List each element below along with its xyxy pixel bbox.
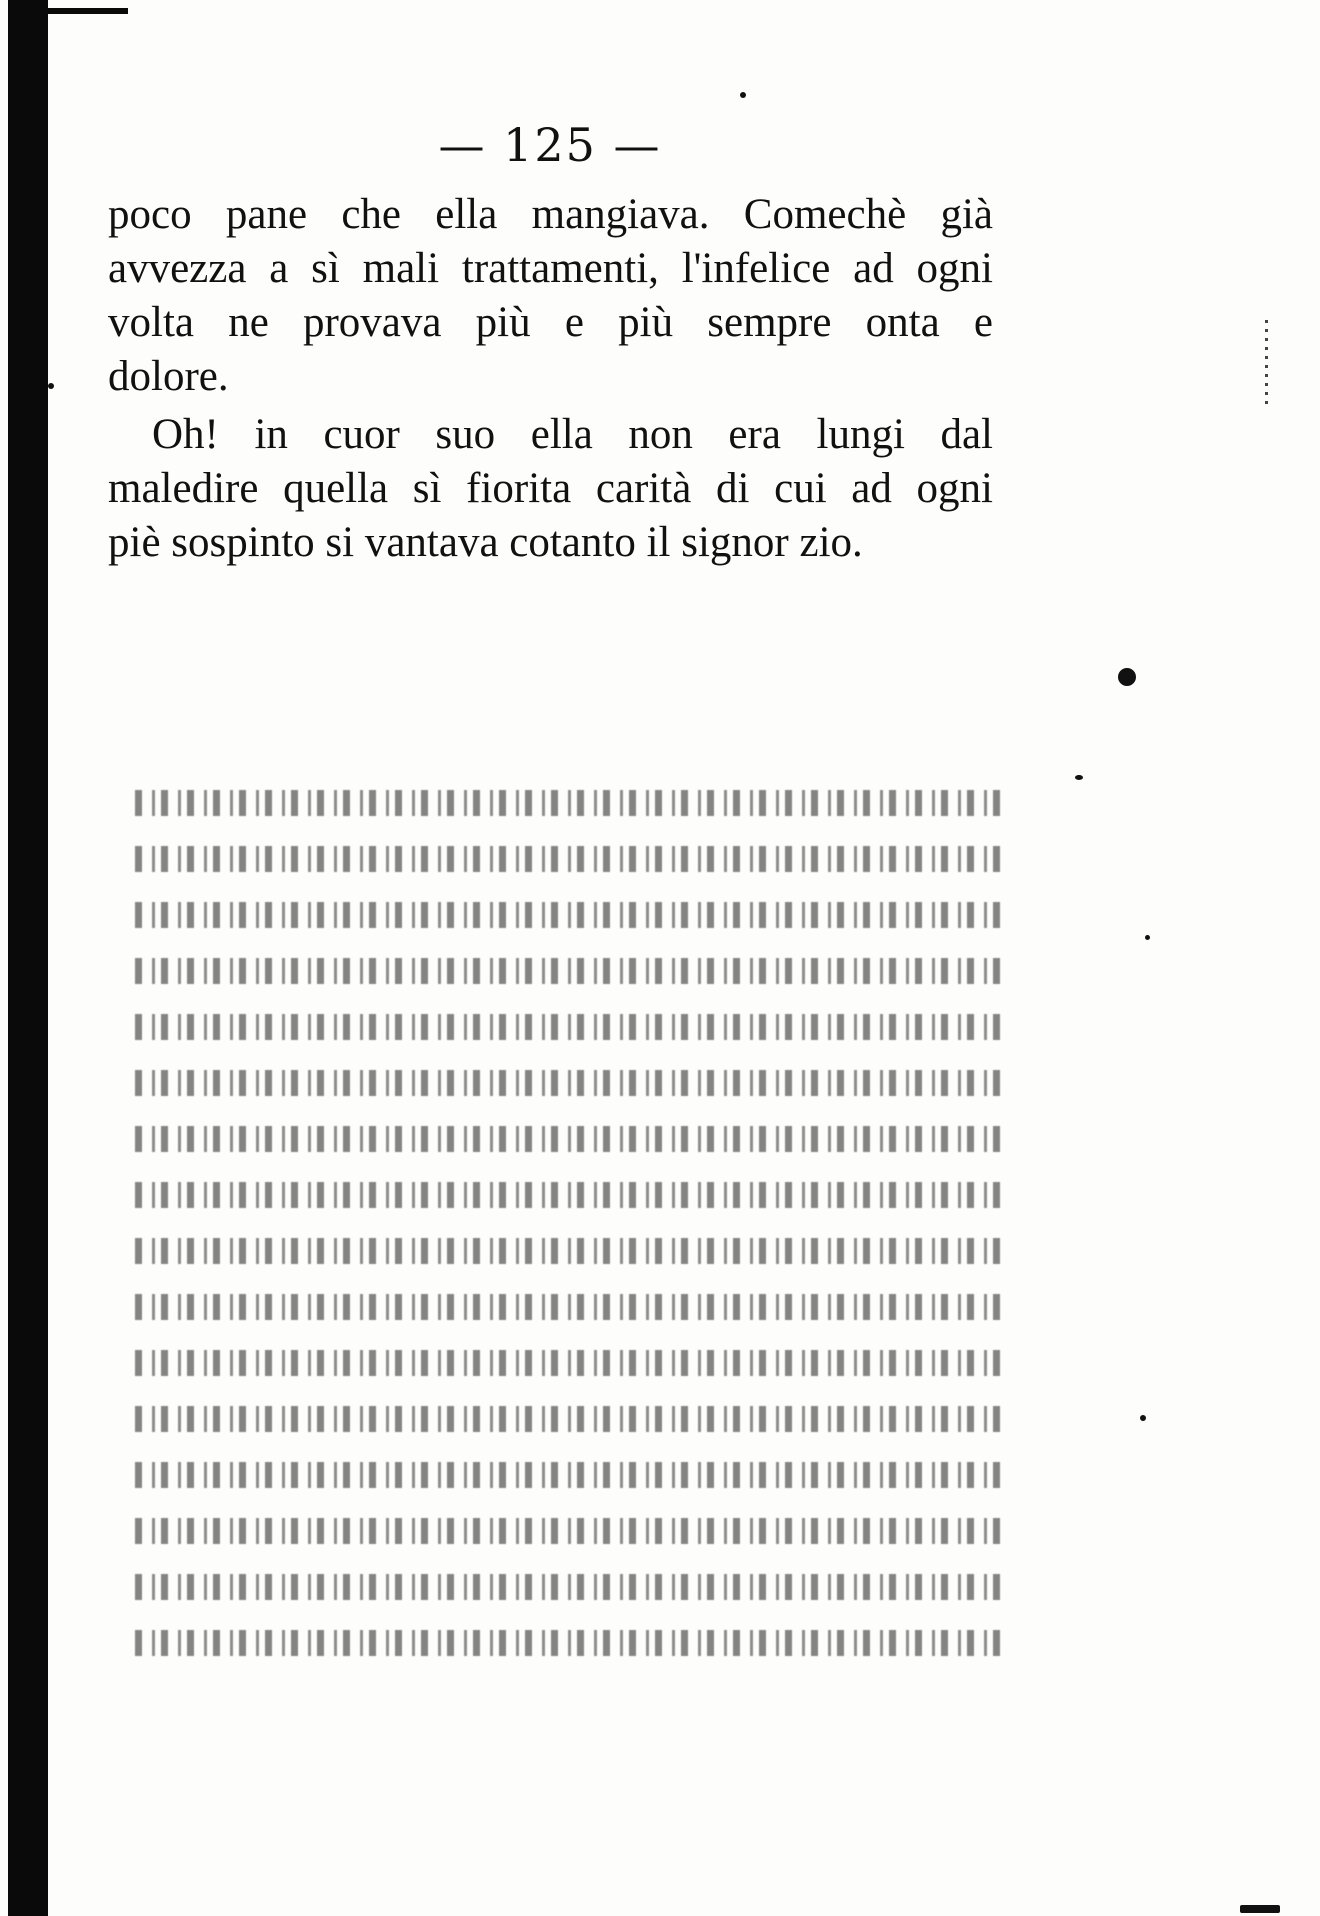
show-through-line [130, 790, 1000, 816]
ink-speck [1145, 935, 1150, 940]
ink-speck [1140, 1415, 1146, 1421]
text-line: dolore. [108, 353, 229, 400]
show-through-line [130, 1126, 1000, 1152]
text-line: volta ne provava più e più sempre onta e [108, 299, 993, 346]
show-through-line [130, 1014, 1000, 1040]
binding-shadow [8, 0, 48, 1916]
show-through-line [130, 1630, 1000, 1656]
show-through-line [130, 1406, 1000, 1432]
ink-speck [1240, 1905, 1280, 1913]
show-through-text [130, 790, 1000, 1690]
text-line: avvezza a sì mali trattamenti, l'infelice ad ogni [108, 245, 993, 292]
margin-marks [1265, 320, 1268, 410]
ink-speck [1118, 668, 1136, 686]
text-line: poco pane che ella mangiava. Comechè già [108, 191, 993, 238]
ink-speck [48, 383, 54, 389]
ink-speck [1075, 775, 1083, 780]
text-line: piè sospinto si vantava cotanto il signor zio. [108, 519, 863, 566]
body-text [108, 188, 993, 570]
show-through-line [130, 1462, 1000, 1488]
show-through-line [130, 958, 1000, 984]
ink-speck [740, 92, 746, 98]
show-through-line [130, 1182, 1000, 1208]
show-through-line [130, 1518, 1000, 1544]
show-through-line [130, 1070, 1000, 1096]
text-line: maledire quella sì fiorita carità di cui ad ogni [108, 465, 993, 512]
show-through-line [130, 846, 1000, 872]
paragraph-2 [108, 408, 993, 570]
paragraph-1 [108, 188, 993, 404]
show-through-line [130, 902, 1000, 928]
text-line: Oh! in cuor suo ella non era lungi dal [152, 411, 993, 458]
show-through-line [130, 1350, 1000, 1376]
show-through-line [130, 1294, 1000, 1320]
binding-shadow-notch [48, 8, 128, 14]
page-number: — 125 — [438, 118, 662, 172]
show-through-line [130, 1238, 1000, 1264]
show-through-line [130, 1574, 1000, 1600]
